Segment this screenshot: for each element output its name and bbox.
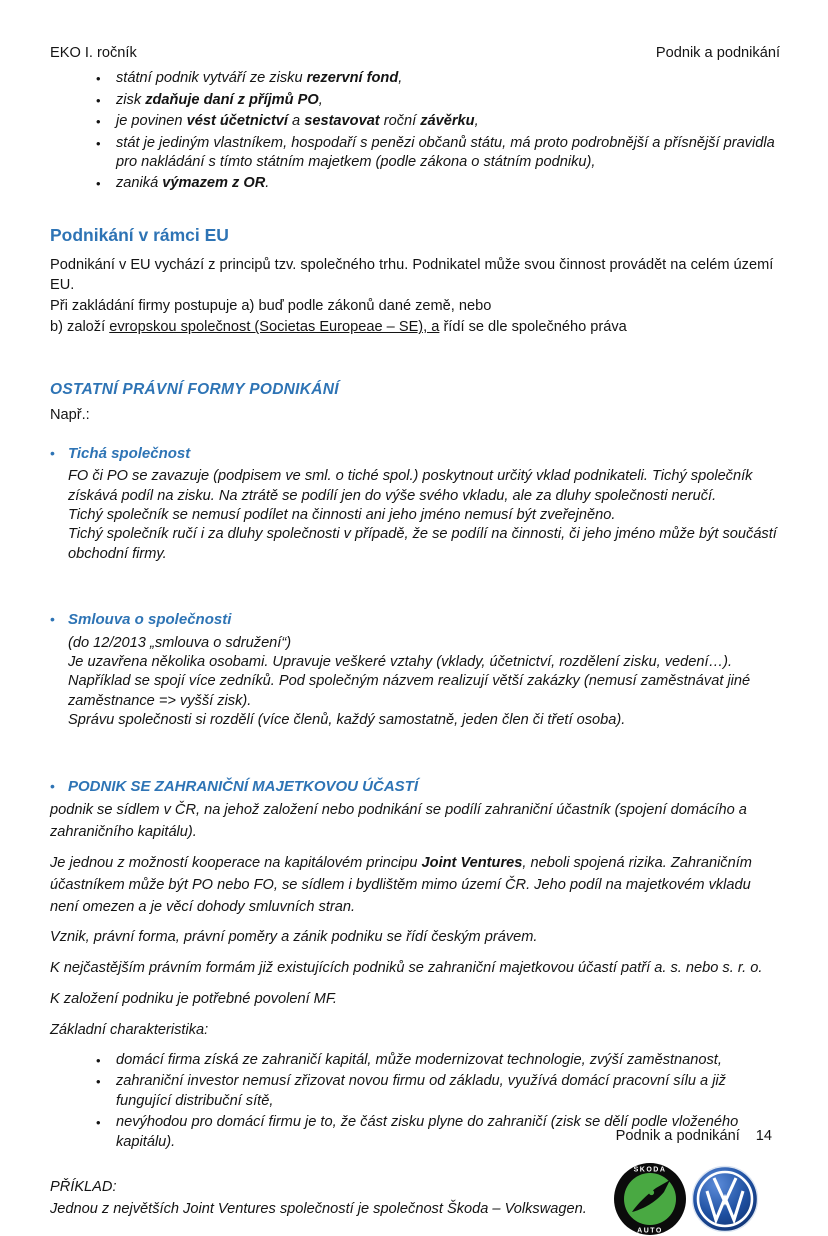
logo-row: [613, 1162, 759, 1236]
example-label: PŘÍKLAD:: [50, 1179, 117, 1196]
intro-bullet-list: [96, 69, 780, 193]
list-item: [96, 1072, 780, 1111]
paragraph: Tichý společník se nemusí podílet na činnosti ani jeho jméno nemusí být zveřejněno.: [68, 506, 616, 523]
paragraph: Tichý společník ručí i za dluhy společnosti v případě, že se podílí na činnosti, či jeho jméno může být součástí obchodní firmy.: [68, 526, 777, 562]
svg-text:ŠKODA: ŠKODA: [633, 1166, 667, 1174]
paragraph: FO či PO se zavazuje (podpisem ve sml. o tiché spol.) poskytnout určitý vklad podnikateli. Tichý společník získává podíl na zisku. Na ztrátě se podílí jen do výše svého vkladu, ale za dluhy společnosti neručí.: [68, 468, 753, 504]
subsection-heading: [50, 610, 780, 630]
bullet-icon: •: [96, 135, 101, 151]
bullet-icon: •: [96, 114, 101, 130]
paragraph: Je jednou z možností kooperace na kapitálovém principu Joint Ventures, neboli spojená rizika. Zahraničním účastníkem může být PO nebo FO, se sídlem i bydlištěm mimo území ČR. Jeho podíl na majetkovém vkladu není omezen a je věcí dohody smluvních stran.: [50, 854, 752, 915]
bullet-icon: •: [50, 611, 55, 628]
bullet-text: stát je jediným vlastníkem, hospodaří s penězi občanů státu, má proto podrobnější a přísnější pravidla pro nakládání s tímto státním majetkem (podle zákona o státním podniku),: [116, 134, 775, 171]
paragraph: K nejčastějším právním formám již existujících podniků se zahraniční majetkovou účastí patří a. s. nebo s. r. o.: [50, 960, 763, 977]
header-right: Podnik a podnikání: [655, 45, 780, 61]
eu-paragraph: [50, 256, 780, 338]
bullet-icon: •: [50, 444, 55, 461]
skoda-logo: [613, 1162, 687, 1236]
section-title-other-forms: OSTATNÍ PRÁVNÍ FORMY PODNIKÁNÍ: [50, 380, 339, 398]
footer-title: Podnik a podnikání: [615, 1128, 740, 1144]
list-item: [96, 134, 780, 173]
subsection-body: [68, 467, 780, 564]
list-item: [96, 91, 780, 110]
subsection-heading: [50, 777, 780, 797]
subsection-body: [50, 800, 780, 1042]
eu-line2: Při zakládání firmy postupuje a) buď podle zákonů dané země, nebo: [50, 297, 492, 314]
paragraph: Základní charakteristika:: [50, 1022, 209, 1039]
example-block: [50, 1166, 780, 1236]
bullet-icon: •: [96, 92, 101, 108]
bullet-icon: •: [96, 1053, 101, 1069]
bullet-icon: •: [50, 777, 55, 794]
bullet-text: nevýhodou pro domácí firmu je to, že část zisku plyne do zahraničí (zisk se dělí podle vloženého kapitálu).: [116, 1114, 739, 1150]
section-smlouva-o-spolecnosti: [50, 610, 780, 730]
bullet-text: zisk zdaňuje daní z příjmů PO,: [116, 91, 323, 108]
section-ticha-spolecnost: [50, 444, 780, 564]
subsection-title: PODNIK SE ZAHRANIČNÍ MAJETKOVOU ÚČASTÍ: [68, 777, 419, 795]
svg-text:AUTO: AUTO: [636, 1227, 663, 1235]
bullet-icon: •: [96, 176, 101, 192]
bullet-text: státní podnik vytváří ze zisku rezervní fond,: [116, 70, 403, 87]
bullet-icon: •: [96, 1115, 101, 1131]
vw-logo: [691, 1165, 759, 1233]
paragraph: (do 12/2013 „smlouva o sdružení“): [68, 634, 292, 651]
bullet-text: zahraniční investor nemusí zřizovat novou firmu od základu, využívá domácí pracovní sílu a již fungující distribuční sítě,: [116, 1073, 726, 1109]
subsection-heading: [50, 444, 780, 464]
subsection-title: Tichá společnost: [68, 444, 191, 462]
subsection-title: Smlouva o společnosti: [68, 611, 232, 629]
paragraph: Správu společnosti si rozdělí (více členů, každý samostatně, jeden člen či třetí osoba).: [68, 712, 626, 729]
subsection-body: [68, 634, 780, 731]
list-item: [96, 69, 780, 88]
other-forms-intro: Např.:: [50, 407, 90, 424]
section-title-eu: Podnikání v rámci EU: [50, 224, 229, 245]
bullet-icon: •: [96, 71, 101, 87]
page-number: 14: [755, 1128, 772, 1144]
page-footer: [616, 1128, 772, 1144]
paragraph: K založení podniku je potřebné povolení MF.: [50, 991, 337, 1008]
bullet-icon: •: [96, 1074, 101, 1090]
page-header: [50, 44, 780, 63]
header-left: EKO I. ročník: [50, 45, 137, 61]
example-sentence: Jednou z největších Joint Ventures společností je společnost Škoda – Volkswagen.: [50, 1201, 587, 1218]
section-zahranicni-ucast: [50, 777, 780, 1152]
paragraph: podnik se sídlem v ČR, na jehož založení nebo podnikání se podílí zahraniční účastník (spojení domácího a zahraničního kapitálu).: [50, 802, 747, 840]
example-text-block: [50, 1178, 587, 1236]
list-item: [96, 1051, 780, 1070]
bullet-text: domácí firma získá ze zahraničí kapitál, může modernizovat technologie, zvýší zaměstnanost,: [116, 1052, 722, 1069]
bullet-text: je povinen vést účetnictví a sestavovat roční závěrku,: [116, 113, 479, 130]
eu-line1: Podnikání v EU vychází z principů tzv. společného trhu. Podnikatel může svou činnost provádět na celém území EU.: [50, 257, 774, 293]
list-item: [96, 174, 780, 193]
list-item: [96, 112, 780, 131]
paragraph: Například se spojí více zedníků. Pod společným názvem realizují větší zakázky (nemusí zaměstnávat jiné zaměstnance => vyšší zisk).: [68, 673, 751, 709]
paragraph: Vznik, právní forma, právní poměry a zánik podniku se řídí českým právem.: [50, 929, 538, 946]
eu-line3: b) založí evropskou společnost (Societas Europeae – SE), a řídí se dle společného práva: [50, 319, 627, 336]
bullet-text: zaniká výmazem z OR.: [116, 175, 270, 192]
paragraph: Je uzavřena několika osobami. Upravuje veškeré vztahy (vklady, účetnictví, rozdělení zisku, vedení…).: [68, 654, 733, 670]
